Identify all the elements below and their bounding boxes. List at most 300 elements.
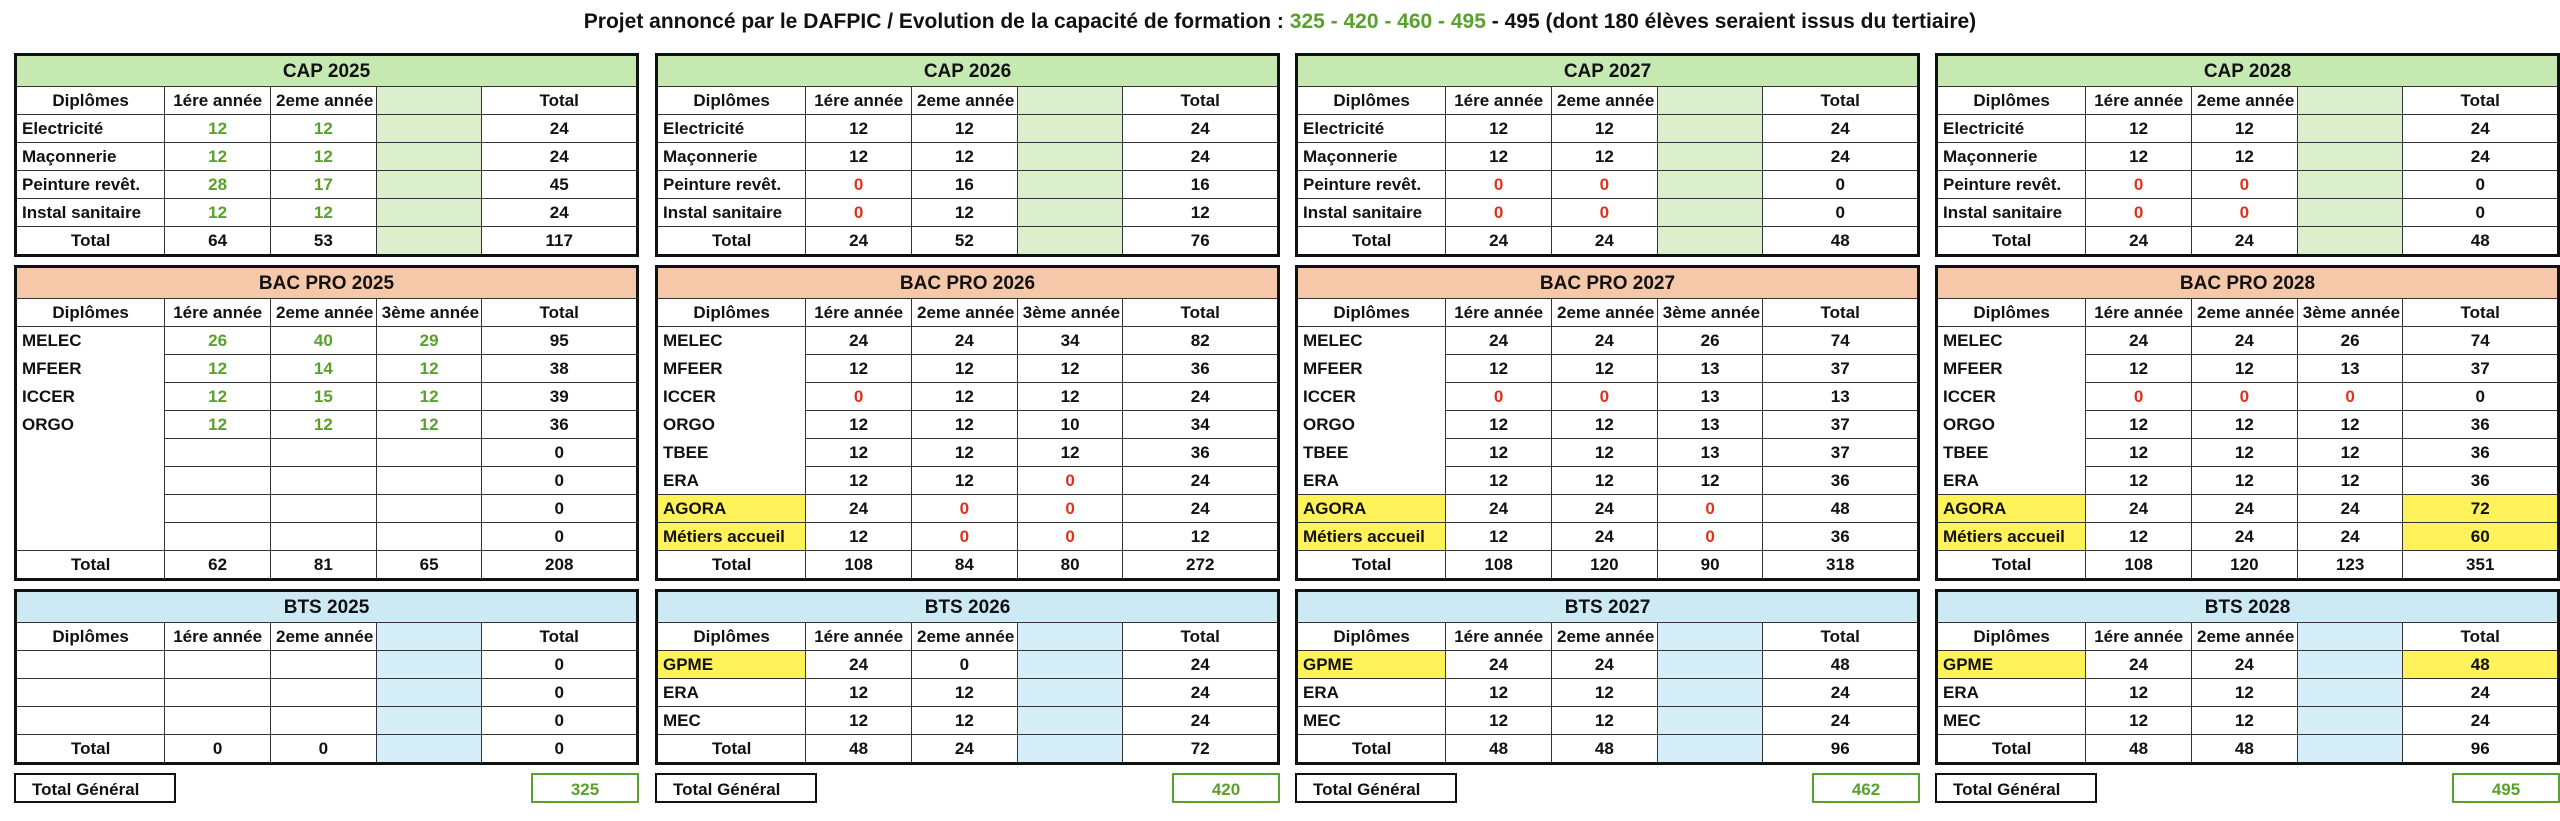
value-cell: 24 <box>1123 679 1279 707</box>
value-cell: 36 <box>1763 467 1919 495</box>
value-cell: 12 <box>2192 115 2298 143</box>
bac-table <box>14 265 639 581</box>
value-cell: 12 <box>271 411 377 439</box>
value-cell: 24 <box>1123 383 1279 411</box>
value-cell: 48 <box>2192 735 2298 764</box>
value-cell: 0 <box>2192 383 2298 411</box>
value-cell: 24 <box>2403 707 2559 735</box>
value-cell: 13 <box>2297 355 2403 383</box>
value-cell: 12 <box>912 355 1018 383</box>
table-title: CAP 2026 <box>657 55 1279 87</box>
value-cell: 117 <box>482 227 638 256</box>
total-label: Total <box>1297 551 1446 580</box>
column-header: 2eme année <box>271 623 377 651</box>
value-cell: 12 <box>2297 467 2403 495</box>
title-final: 495 <box>1504 10 1540 33</box>
value-cell <box>165 651 271 679</box>
column-header: 2eme année <box>2192 299 2298 327</box>
value-cell: 48 <box>1446 735 1552 764</box>
value-cell: 53 <box>271 227 377 256</box>
value-cell: 96 <box>1763 735 1919 764</box>
column-header: 2eme année <box>2192 87 2298 115</box>
table-title-row <box>657 591 1279 623</box>
value-cell: 16 <box>1123 171 1279 199</box>
value-cell: 12 <box>271 115 377 143</box>
cap-table <box>14 53 639 257</box>
value-cell: 37 <box>1763 439 1919 467</box>
spacer <box>1295 765 1920 773</box>
value-cell: 24 <box>912 327 1018 355</box>
value-cell <box>271 679 377 707</box>
table-row <box>16 355 638 383</box>
table-row <box>1297 467 1919 495</box>
column-header <box>2297 623 2403 651</box>
table-row <box>16 327 638 355</box>
diploma-cell: Electricité <box>657 115 806 143</box>
value-cell: 12 <box>2297 411 2403 439</box>
value-cell: 0 <box>1657 523 1763 551</box>
column-header: 2eme année <box>271 299 377 327</box>
year-column <box>1295 53 1920 809</box>
column-header-row <box>1297 299 1919 327</box>
column-header: 1ére année <box>2086 623 2192 651</box>
column-header: 2eme année <box>271 87 377 115</box>
spacer <box>1935 765 2560 773</box>
total-label: Total <box>16 551 165 580</box>
value-cell <box>1017 735 1123 764</box>
value-cell: 0 <box>2086 171 2192 199</box>
value-cell: 0 <box>1763 171 1919 199</box>
spacer <box>655 257 1280 265</box>
total-label: Total <box>657 551 806 580</box>
value-cell: 12 <box>912 143 1018 171</box>
column-header: 3ème année <box>1017 299 1123 327</box>
value-cell: 52 <box>912 227 1018 256</box>
page-title <box>0 10 2560 34</box>
column-header: 3ème année <box>1657 299 1763 327</box>
value-cell: 12 <box>1552 679 1658 707</box>
value-cell <box>271 523 377 551</box>
value-cell: 12 <box>1446 143 1552 171</box>
diploma-cell: Instal sanitaire <box>16 199 165 227</box>
column-header: 1ére année <box>2086 299 2192 327</box>
column-header-row <box>1297 623 1919 651</box>
value-cell: 208 <box>482 551 638 580</box>
diploma-cell: Maçonnerie <box>657 143 806 171</box>
diploma-cell: ICCER <box>16 383 165 411</box>
value-cell: 24 <box>2086 327 2192 355</box>
diploma-cell: Peinture revêt. <box>1937 171 2086 199</box>
total-label: Total <box>16 227 165 256</box>
value-cell: 24 <box>2192 227 2298 256</box>
table-title-row <box>16 267 638 299</box>
value-cell: 12 <box>2086 439 2192 467</box>
value-cell: 74 <box>1763 327 1919 355</box>
value-cell: 0 <box>482 467 638 495</box>
year-column <box>1935 53 2560 809</box>
value-cell: 0 <box>482 707 638 735</box>
value-cell: 12 <box>806 439 912 467</box>
value-cell: 28 <box>165 171 271 199</box>
diploma-cell: ORGO <box>657 411 806 439</box>
value-cell: 12 <box>806 411 912 439</box>
total-label: Total <box>1937 227 2086 256</box>
value-cell <box>1657 143 1763 171</box>
value-cell: 318 <box>1763 551 1919 580</box>
value-cell: 12 <box>806 115 912 143</box>
value-cell: 0 <box>1552 171 1658 199</box>
table-row <box>657 439 1279 467</box>
value-cell: 12 <box>271 143 377 171</box>
value-cell: 24 <box>806 327 912 355</box>
value-cell <box>1017 143 1123 171</box>
diploma-cell <box>16 523 165 551</box>
diploma-cell: MFEER <box>16 355 165 383</box>
value-cell: 12 <box>2086 355 2192 383</box>
column-header: 2eme année <box>912 623 1018 651</box>
value-cell: 12 <box>165 355 271 383</box>
value-cell: 15 <box>271 383 377 411</box>
table-title: BAC PRO 2027 <box>1297 267 1919 299</box>
value-cell: 14 <box>271 355 377 383</box>
value-cell <box>165 467 271 495</box>
value-cell: 95 <box>482 327 638 355</box>
value-cell: 84 <box>912 551 1018 580</box>
bac-table <box>1935 265 2560 581</box>
value-cell: 36 <box>2403 467 2559 495</box>
value-cell: 0 <box>165 735 271 764</box>
value-cell <box>376 199 482 227</box>
total-general-label: Total Général <box>655 773 817 803</box>
diploma-cell: Instal sanitaire <box>657 199 806 227</box>
value-cell: 48 <box>2403 227 2559 256</box>
value-cell: 24 <box>482 199 638 227</box>
value-cell: 12 <box>806 523 912 551</box>
value-cell: 0 <box>912 523 1018 551</box>
value-cell: 37 <box>1763 355 1919 383</box>
value-cell: 0 <box>1446 199 1552 227</box>
column-header: Total <box>482 623 638 651</box>
diploma-cell: Instal sanitaire <box>1937 199 2086 227</box>
value-cell: 24 <box>1123 495 1279 523</box>
value-cell: 12 <box>806 355 912 383</box>
table-row <box>1937 171 2559 199</box>
column-header: Diplômes <box>657 623 806 651</box>
table-row <box>1937 495 2559 523</box>
value-cell: 0 <box>482 679 638 707</box>
table-row <box>1937 523 2559 551</box>
total-general-value: 495 <box>2452 773 2560 803</box>
value-cell: 24 <box>1123 143 1279 171</box>
total-row <box>16 551 638 580</box>
column-header: Diplômes <box>16 299 165 327</box>
total-general-row <box>14 773 639 809</box>
table-row <box>1297 115 1919 143</box>
value-cell: 96 <box>2403 735 2559 764</box>
column-header: 2eme année <box>2192 623 2298 651</box>
column-header-row <box>657 299 1279 327</box>
diploma-cell: Electricité <box>16 115 165 143</box>
spacer <box>1295 581 1920 589</box>
title-note: (dont 180 élèves seraient issus du tertiaire) <box>1545 10 1977 33</box>
total-row <box>16 735 638 764</box>
value-cell: 24 <box>1446 651 1552 679</box>
table-title: BTS 2026 <box>657 591 1279 623</box>
value-cell: 120 <box>1552 551 1658 580</box>
diploma-cell: MFEER <box>1937 355 2086 383</box>
value-cell <box>376 171 482 199</box>
table-row <box>1937 115 2559 143</box>
value-cell <box>1657 735 1763 764</box>
value-cell <box>2297 679 2403 707</box>
value-cell: 13 <box>1657 439 1763 467</box>
diploma-cell: GPME <box>657 651 806 679</box>
bts-table <box>655 589 1280 765</box>
value-cell: 24 <box>1763 707 1919 735</box>
value-cell: 12 <box>2086 707 2192 735</box>
value-cell: 12 <box>2192 679 2298 707</box>
value-cell <box>1657 227 1763 256</box>
column-header: 1ére année <box>1446 299 1552 327</box>
table-row <box>1297 495 1919 523</box>
column-header: 3ème année <box>2297 299 2403 327</box>
diploma-cell: TBEE <box>1297 439 1446 467</box>
value-cell: 48 <box>1763 495 1919 523</box>
diploma-cell: Electricité <box>1937 115 2086 143</box>
value-cell: 37 <box>2403 355 2559 383</box>
value-cell: 24 <box>1552 523 1658 551</box>
value-cell: 12 <box>1017 439 1123 467</box>
value-cell: 81 <box>271 551 377 580</box>
table-row <box>1937 383 2559 411</box>
value-cell: 12 <box>1657 467 1763 495</box>
value-cell: 38 <box>482 355 638 383</box>
value-cell: 37 <box>1763 411 1919 439</box>
column-header: Total <box>482 299 638 327</box>
column-header: Diplômes <box>16 623 165 651</box>
value-cell: 12 <box>806 707 912 735</box>
value-cell: 76 <box>1123 227 1279 256</box>
table-row <box>1937 199 2559 227</box>
column-header <box>376 623 482 651</box>
value-cell <box>271 651 377 679</box>
value-cell: 123 <box>2297 551 2403 580</box>
diploma-cell: ICCER <box>1297 383 1446 411</box>
value-cell: 351 <box>2403 551 2559 580</box>
spacer <box>655 765 1280 773</box>
value-cell <box>271 495 377 523</box>
value-cell: 90 <box>1657 551 1763 580</box>
total-row <box>1297 735 1919 764</box>
value-cell: 12 <box>376 383 482 411</box>
value-cell: 80 <box>1017 551 1123 580</box>
value-cell: 26 <box>1657 327 1763 355</box>
column-header: Diplômes <box>1937 87 2086 115</box>
diploma-cell: ORGO <box>1937 411 2086 439</box>
table-title-row <box>16 591 638 623</box>
value-cell: 48 <box>806 735 912 764</box>
value-cell: 24 <box>806 227 912 256</box>
value-cell <box>1657 679 1763 707</box>
column-header: 1ére année <box>165 87 271 115</box>
value-cell: 12 <box>1552 115 1658 143</box>
table-row <box>16 143 638 171</box>
value-cell: 40 <box>271 327 377 355</box>
diploma-cell: MFEER <box>657 355 806 383</box>
diploma-cell: ORGO <box>16 411 165 439</box>
value-cell <box>376 679 482 707</box>
value-cell: 13 <box>1657 383 1763 411</box>
value-cell: 24 <box>912 735 1018 764</box>
diploma-cell: TBEE <box>657 439 806 467</box>
value-cell <box>2297 707 2403 735</box>
value-cell: 12 <box>1017 383 1123 411</box>
value-cell: 17 <box>271 171 377 199</box>
value-cell: 12 <box>1446 523 1552 551</box>
column-header <box>2297 87 2403 115</box>
value-cell: 12 <box>912 383 1018 411</box>
diploma-cell <box>16 439 165 467</box>
table-row <box>657 327 1279 355</box>
column-header <box>1657 87 1763 115</box>
diploma-cell <box>16 651 165 679</box>
diploma-cell: AGORA <box>657 495 806 523</box>
value-cell: 24 <box>1552 495 1658 523</box>
value-cell: 0 <box>2403 199 2559 227</box>
column-header: Total <box>2403 87 2559 115</box>
value-cell: 0 <box>806 171 912 199</box>
value-cell: 12 <box>165 383 271 411</box>
value-cell: 0 <box>1446 171 1552 199</box>
table-row <box>1297 327 1919 355</box>
value-cell: 24 <box>1552 651 1658 679</box>
value-cell: 12 <box>1552 143 1658 171</box>
value-cell: 108 <box>2086 551 2192 580</box>
spacer <box>1935 581 2560 589</box>
total-general-label: Total Général <box>1295 773 1457 803</box>
column-header: 1ére année <box>806 87 912 115</box>
column-header: Diplômes <box>1297 623 1446 651</box>
value-cell: 0 <box>2297 383 2403 411</box>
value-cell: 0 <box>482 651 638 679</box>
value-cell: 12 <box>1446 467 1552 495</box>
table-row <box>657 651 1279 679</box>
value-cell <box>1657 115 1763 143</box>
total-row <box>1937 551 2559 580</box>
diploma-cell: Peinture revêt. <box>1297 171 1446 199</box>
value-cell: 24 <box>1763 115 1919 143</box>
value-cell: 24 <box>2086 495 2192 523</box>
table-title-row <box>657 267 1279 299</box>
value-cell: 16 <box>912 171 1018 199</box>
table-title: BTS 2025 <box>16 591 638 623</box>
column-header: 1ére année <box>806 623 912 651</box>
value-cell: 0 <box>806 383 912 411</box>
diploma-cell: ICCER <box>1937 383 2086 411</box>
value-cell: 24 <box>1123 651 1279 679</box>
diploma-cell: GPME <box>1937 651 2086 679</box>
value-cell: 12 <box>2086 115 2192 143</box>
cap-table <box>1295 53 1920 257</box>
column-header: Total <box>1123 87 1279 115</box>
value-cell <box>2297 143 2403 171</box>
column-header: Total <box>1123 299 1279 327</box>
year-column <box>14 53 639 809</box>
value-cell: 12 <box>1446 115 1552 143</box>
column-header: 3ème année <box>376 299 482 327</box>
value-cell <box>2297 735 2403 764</box>
value-cell: 12 <box>1446 679 1552 707</box>
total-row <box>16 227 638 256</box>
value-cell: 12 <box>912 439 1018 467</box>
value-cell <box>165 439 271 467</box>
diploma-cell <box>16 467 165 495</box>
value-cell: 0 <box>2192 171 2298 199</box>
total-label: Total <box>657 735 806 764</box>
value-cell: 12 <box>2086 411 2192 439</box>
value-cell <box>376 227 482 256</box>
column-header <box>1657 623 1763 651</box>
spacer <box>1295 257 1920 265</box>
value-cell: 72 <box>2403 495 2559 523</box>
column-header: 2eme année <box>912 87 1018 115</box>
value-cell: 12 <box>271 199 377 227</box>
table-title-row <box>1297 267 1919 299</box>
value-cell <box>2297 227 2403 256</box>
table-row <box>16 115 638 143</box>
total-general-value: 325 <box>531 773 639 803</box>
column-header: Diplômes <box>1297 299 1446 327</box>
value-cell <box>1017 651 1123 679</box>
table-title-row <box>657 55 1279 87</box>
diploma-cell: Métiers accueil <box>1937 523 2086 551</box>
table-row <box>1297 171 1919 199</box>
value-cell: 12 <box>912 707 1018 735</box>
value-cell: 62 <box>165 551 271 580</box>
value-cell: 12 <box>2192 467 2298 495</box>
value-cell <box>1017 171 1123 199</box>
column-header-row <box>657 87 1279 115</box>
table-row <box>16 439 638 467</box>
diploma-cell: ERA <box>1937 467 2086 495</box>
value-cell: 12 <box>1017 355 1123 383</box>
value-cell: 12 <box>2192 439 2298 467</box>
column-header: 1ére année <box>165 299 271 327</box>
table-title: BAC PRO 2025 <box>16 267 638 299</box>
value-cell: 108 <box>1446 551 1552 580</box>
value-cell: 82 <box>1123 327 1279 355</box>
table-row <box>1297 707 1919 735</box>
value-cell: 12 <box>912 411 1018 439</box>
diploma-cell: MELEC <box>657 327 806 355</box>
column-header: 2eme année <box>1552 87 1658 115</box>
value-cell <box>1657 707 1763 735</box>
table-row <box>657 143 1279 171</box>
value-cell: 48 <box>1552 735 1658 764</box>
column-header: Total <box>1763 299 1919 327</box>
value-cell <box>1017 199 1123 227</box>
value-cell <box>165 707 271 735</box>
total-general-value: 462 <box>1812 773 1920 803</box>
value-cell: 24 <box>2297 495 2403 523</box>
value-cell: 12 <box>806 143 912 171</box>
value-cell: 12 <box>2086 467 2192 495</box>
value-cell: 0 <box>1017 523 1123 551</box>
value-cell: 36 <box>482 411 638 439</box>
value-cell: 24 <box>806 651 912 679</box>
diploma-cell: ERA <box>657 679 806 707</box>
diploma-cell: ORGO <box>1297 411 1446 439</box>
